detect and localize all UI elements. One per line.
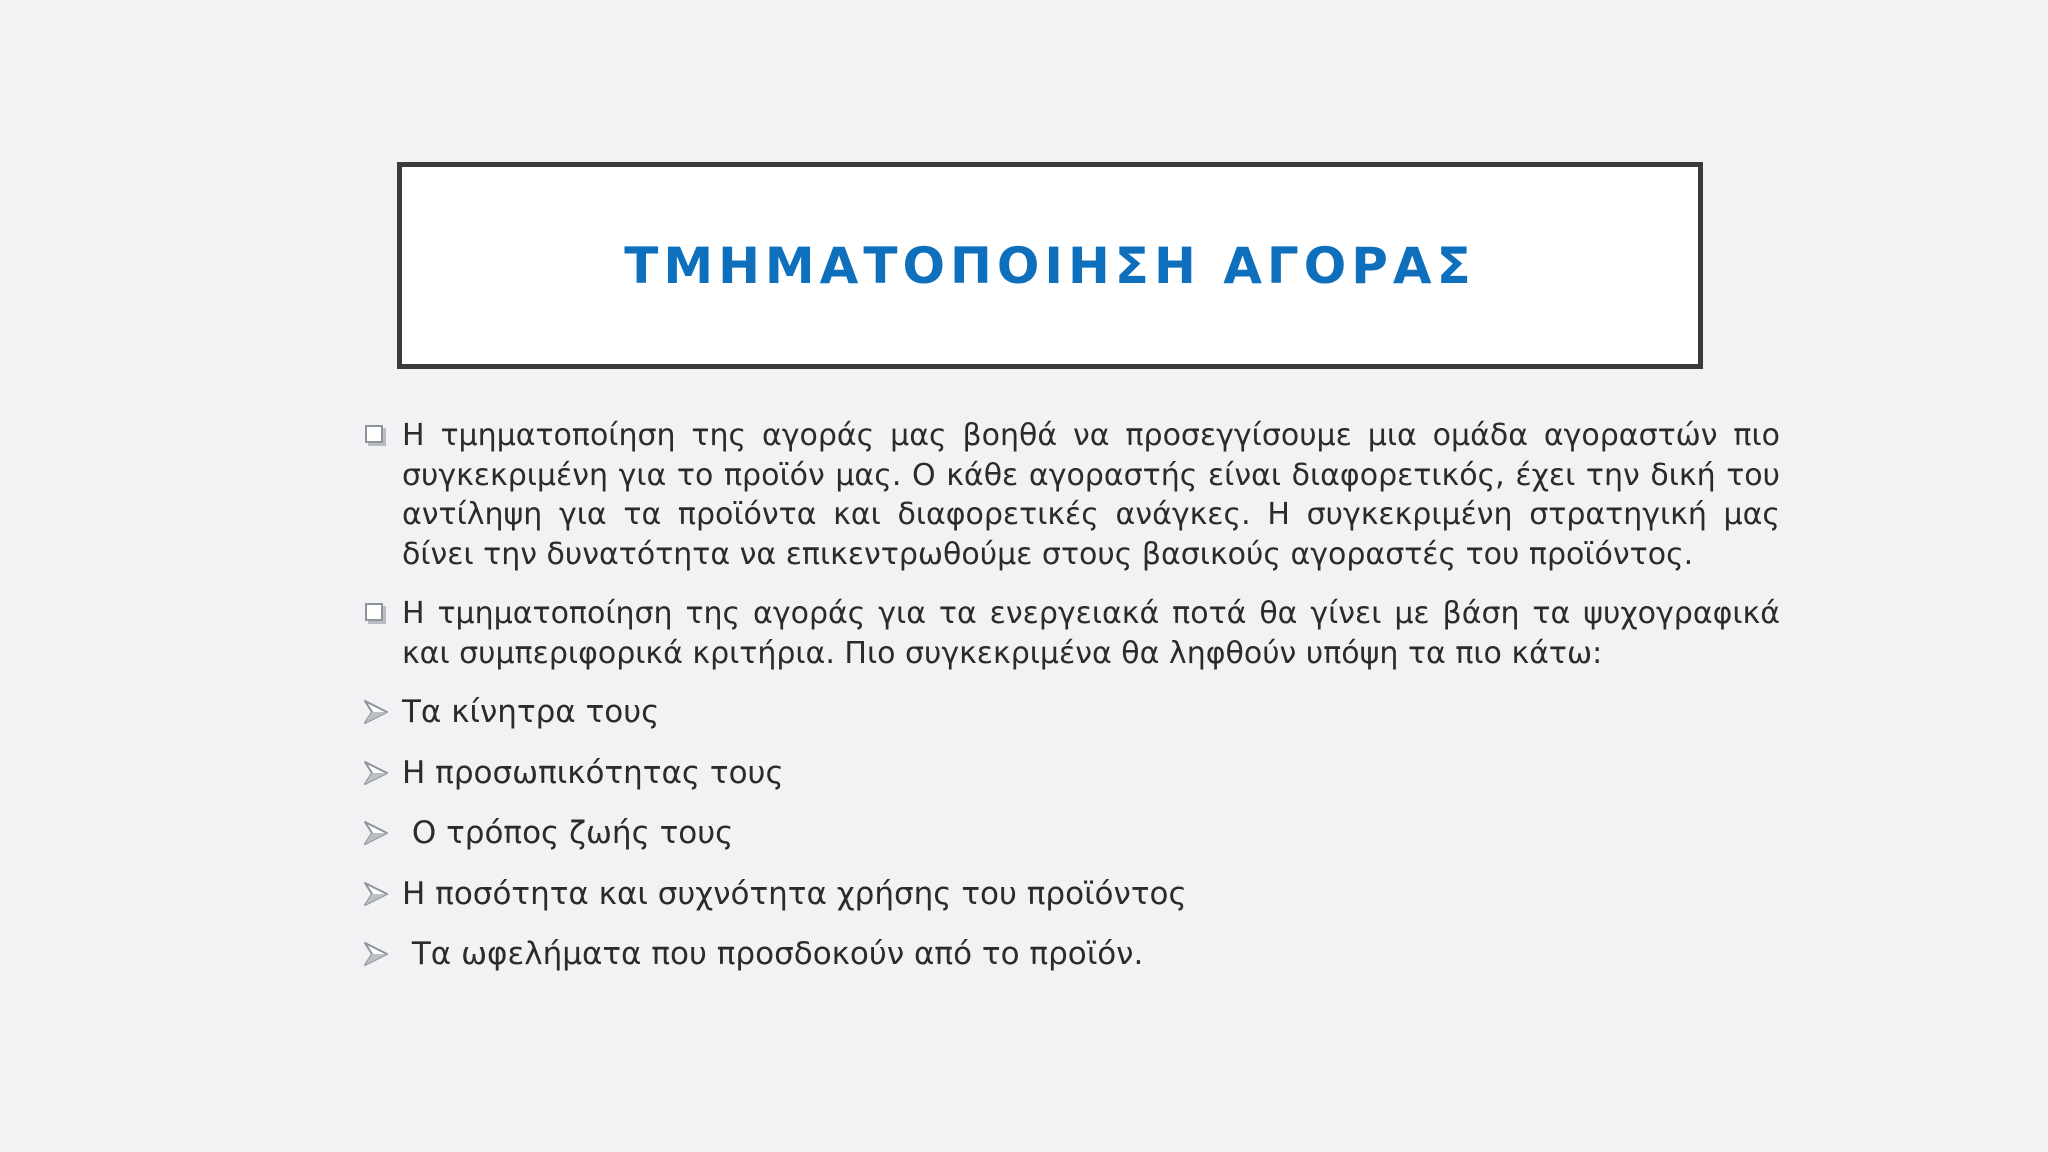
list-item <box>364 935 1780 974</box>
paragraph-intro <box>364 416 1780 574</box>
list-item <box>364 693 1780 732</box>
list-item-text: Τα κίνητρα τους <box>402 694 660 730</box>
list-item <box>364 814 1780 853</box>
list-item-text: Η ποσότητα και συχνότητα χρήσης του προϊόντος <box>402 875 1187 912</box>
paragraph-text: Η τμηματοποίηση της αγοράς μας βοηθά να προσεγγίσουμε μια ομάδα αγοραστών πιο συγκεκριμένη για το προϊόν μας. Ο κάθε αγοραστής είναι διαφορετικός, έχει την δική του αντίληψη για τα προϊόντα και διαφορετικές ανάγκες. Η συγκεκριμένη στρατηγική μας δίνει την δυνατότητα να επικεντρωθούμε στους βασικούς αγοραστές του προϊόντος. <box>402 418 1780 572</box>
arrowhead-bullet-icon <box>364 881 388 907</box>
list-item <box>364 754 1780 793</box>
slide-title: ΤΜΗΜΑΤΟΠΟΙΗΣΗ ΑΓΟΡΑΣ <box>624 236 1476 295</box>
arrowhead-bullet-icon <box>364 820 388 846</box>
arrowhead-bullet-icon <box>364 699 388 725</box>
arrowhead-bullet-icon <box>364 760 388 786</box>
arrowhead-bullet-icon <box>364 941 388 967</box>
checkbox-square-icon <box>365 603 383 621</box>
list-item-text: Τα ωφελήματα που προσδοκούν από το προϊόν. <box>402 936 1144 973</box>
list-item <box>364 875 1780 914</box>
title-box <box>397 162 1703 369</box>
paragraph-criteria <box>364 594 1780 673</box>
list-item-text: Ο τρόπος ζωής τους <box>402 815 734 852</box>
slide-body <box>364 416 1780 996</box>
paragraph-text: Η τμηματοποίηση της αγοράς για τα ενεργειακά ποτά θα γίνει με βάση τα ψυχογραφικά και συμπεριφορικά κριτήρια. Πιο συγκεκριμένα θα ληφθούν υπόψη τα πιο κάτω: <box>402 596 1780 671</box>
list-item-text: Η προσωπικότητας τους <box>402 754 784 791</box>
checkbox-square-icon <box>365 425 383 443</box>
